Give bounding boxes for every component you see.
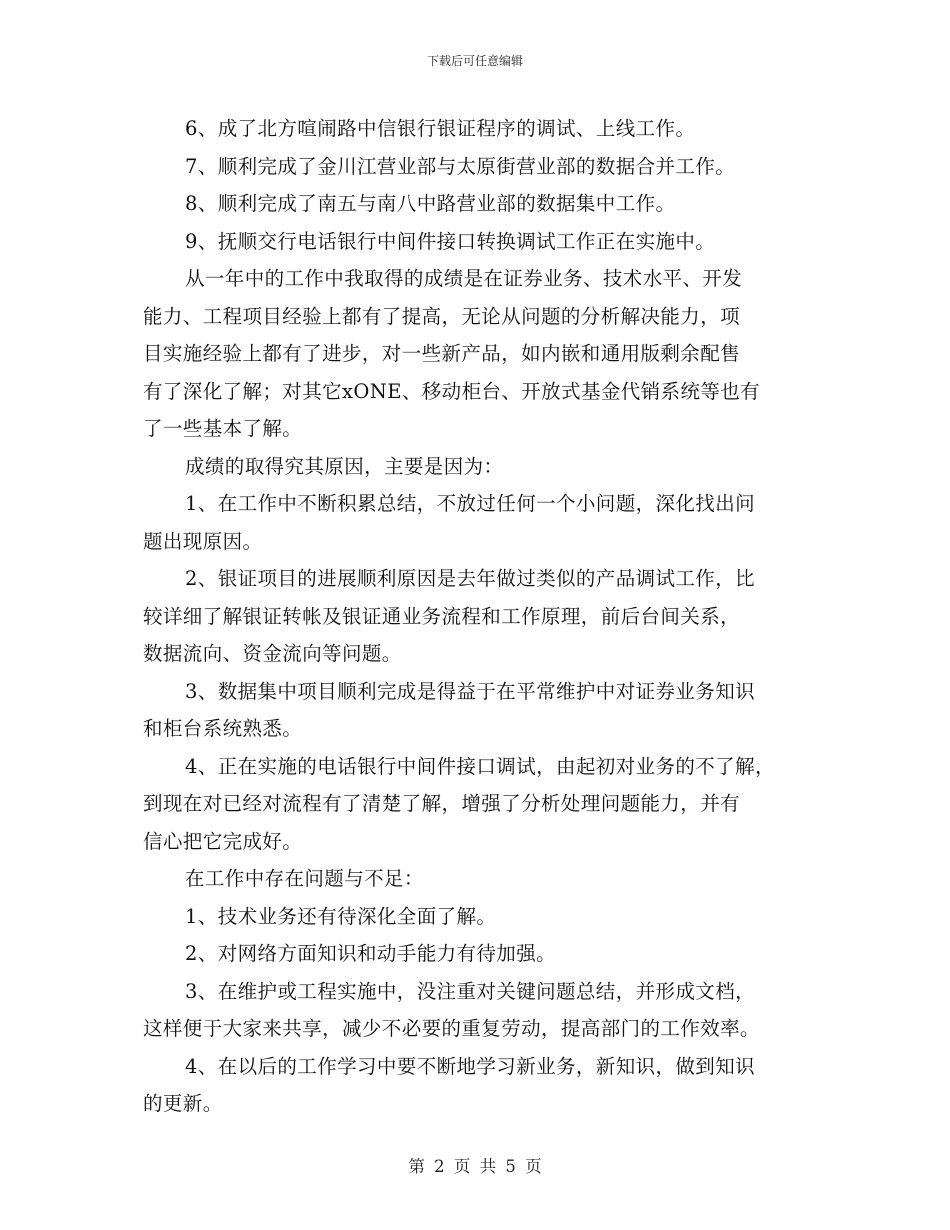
text-line: 6、成了北方喧闹路中信银行银证程序的调试、上线工作。 — [185, 117, 696, 140]
text-line: 数据流向、资金流向等问题。 — [143, 642, 402, 665]
text-line: 的更新。 — [143, 1092, 223, 1115]
text-line: 8、顺利完成了南五与南八中路营业部的数据集中工作。 — [185, 192, 676, 215]
text-line: 4、正在实施的电话银行中间件接口调试，由起初对业务的不了解， — [185, 754, 775, 778]
text-line: 有了深化了解；对其它xONE、移动柜台、开放式基金代销系统等也有 — [143, 379, 761, 403]
page-footer: 第 2 页 共 5 页 — [408, 1157, 542, 1176]
text-line: 成绩的取得究其原因，主要是因为： — [185, 454, 504, 478]
text-line: 2、银证项目的进展顺利原因是去年做过类似的产品调试工作，比 — [185, 567, 756, 590]
page-header: 下载后可任意编辑 — [426, 54, 523, 68]
text-line: 能力、工程项目经验上都有了提高，无论从问题的分析解决能力，项 — [143, 304, 741, 328]
text-line: 3、在维护或工程实施中，没注重对关键问题总结，并形成文档， — [185, 979, 756, 1003]
text-line: 1、在工作中不断积累总结，不放过任何一个小问题，深化找出问 — [185, 492, 756, 515]
text-line: 题出现原因。 — [143, 529, 263, 553]
text-line: 目实施经验上都有了进步，对一些新产品，如内嵌和通用版剩余配售 — [143, 342, 741, 365]
text-line: 和柜台系统熟悉。 — [143, 717, 303, 740]
text-line: 这样便于大家来共享，减少不必要的重复劳动，提高部门的工作效率。 — [143, 1017, 760, 1040]
text-line: 4、在以后的工作学习中要不断地学习新业务，新知识，做到知识 — [185, 1054, 756, 1078]
text-line: 信心把它完成好。 — [143, 829, 303, 853]
text-line: 7、顺利完成了金川江营业部与太原街营业部的数据合并工作。 — [185, 154, 736, 178]
text-line: 较详细了解银证转帐及银证通业务流程和工作原理，前后台间关系， — [143, 604, 741, 628]
text-line: 1、技术业务还有待深化全面了解。 — [185, 904, 497, 928]
text-line: 在工作中存在问题与不足： — [185, 867, 424, 890]
text-line: 9、抚顺交行电话银行中间件接口转换调试工作正在实施中。 — [185, 229, 716, 253]
text-line: 3、数据集中项目顺利完成是得益于在平常维护中对证券业务知识 — [185, 679, 756, 703]
text-line: 到现在对已经对流程有了清楚了解，增强了分析处理问题能力，并有 — [143, 792, 741, 815]
text-line: 2、对网络方面知识和动手能力有待加强。 — [185, 942, 557, 965]
document-body — [143, 110, 813, 1123]
text-line: 了一些基本了解。 — [143, 417, 303, 440]
text-line: 从一年中的工作中我取得的成绩是在证券业务、技术水平、开发 — [185, 267, 743, 290]
